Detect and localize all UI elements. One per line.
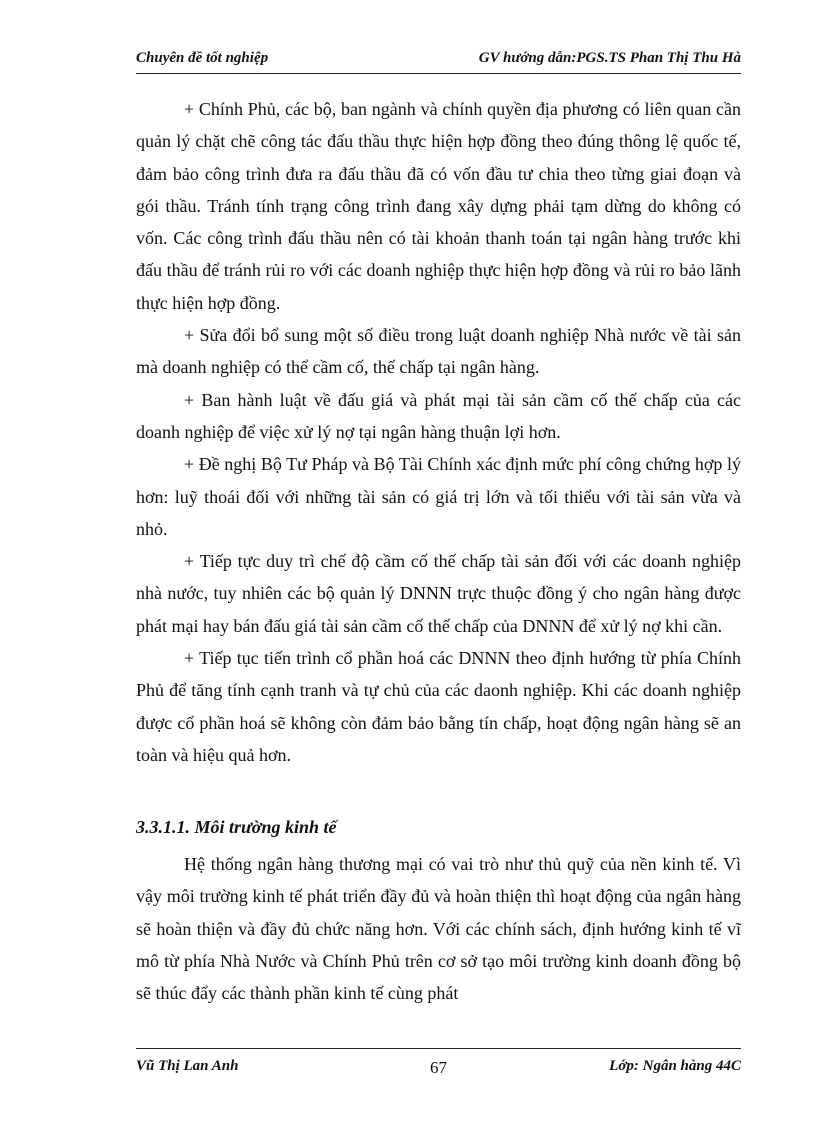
paragraph: + Đề nghị Bộ Tư Pháp và Bộ Tài Chính xác định mức phí công chứng hợp lý hơn: luỹ thoái đối với những tài sản có giá trị lớn và tối thiểu với tài sản vừa và nhỏ.: [136, 454, 741, 539]
section-heading: 3.3.1.1. Môi trường kinh tế: [136, 817, 337, 837]
header-advisor: GV hướng dẫn:PGS.TS Phan Thị Thu Hà: [478, 50, 741, 66]
page-header: [136, 50, 741, 72]
header-title: Chuyên đề tốt nghiệp: [136, 50, 269, 66]
document-body: [136, 93, 741, 771]
paragraph: + Tiếp tực duy trì chế độ cầm cố thế chấp tài sản đối với các doanh nghiệp nhà nước, tuy nhiên các bộ quản lý DNNN trực thuộc đồng ý cho ngân hàng được phát mại hay bán đấu giá tài sản cầm cố thế chấp của DNNN để xử lý nợ khi cần.: [136, 551, 741, 636]
footer-divider: [136, 1048, 741, 1049]
section-body: [136, 848, 741, 1009]
header-divider: [136, 73, 741, 74]
footer-author: Vũ Thị Lan Anh: [136, 1058, 239, 1074]
paragraph: + Tiếp tục tiến trình cổ phần hoá các DNNN theo định hướng từ phía Chính Phủ để tăng tính cạnh tranh và tự chủ của các daonh nghiệp. Khi các doanh nghiệp được cổ phần hoá sẽ không còn đảm bảo bằng tín chấp, hoạt động ngân hàng sẽ an toàn và hiệu quả hơn.: [136, 648, 741, 765]
paragraph: Hệ thống ngân hàng thương mại có vai trò như thủ quỹ của nền kinh tế. Vì vậy môi trường kinh tế phát triển đầy đủ và hoàn thiện thì hoạt động của ngân hàng sẽ hoàn thiện và đầy đủ chức năng hơn. Với các chính sách, định hướng kinh tế vĩ mô từ phía Nhà Nước và Chính Phủ trên cơ sở tạo môi trường kinh doanh đồng bộ sẽ thúc đẩy các thành phần kinh tế cùng phát: [136, 854, 741, 1004]
paragraph: + Ban hành luật về đấu giá và phát mại tài sản cầm cố thế chấp của các doanh nghiệp để việc xử lý nợ tại ngân hàng thuận lợi hơn.: [136, 389, 741, 442]
page-number: 67: [430, 1058, 447, 1077]
paragraph: + Sửa đổi bổ sung một số điều trong luật doanh nghiệp Nhà nước về tài sản mà doanh nghiệp có thể cầm cố, thế chấp tại ngân hàng.: [136, 325, 741, 378]
page-footer: [136, 1058, 741, 1080]
footer-class: Lớp: Ngân hàng 44C: [609, 1058, 741, 1074]
paragraph: + Chính Phủ, các bộ, ban ngành và chính quyền địa phương có liên quan cần quản lý chặt chẽ công tác đấu thầu thực hiện hợp đồng theo đúng thông lệ quốc tế, đảm bảo công trình đưa ra đấu thầu đã có vốn đầu tư chia theo từng giai đoạn và gói thầu. Tránh tính trạng công trình đang xây dựng phải tạm dừng do không có vốn. Các công trình đấu thầu nên có tài khoản thanh toán tại ngân hàng trước khi đấu thầu để tránh rủi ro với các doanh nghiệp thực hiện hợp đồng và rủi ro bảo lãnh thực hiện hợp đồng.: [136, 99, 741, 313]
